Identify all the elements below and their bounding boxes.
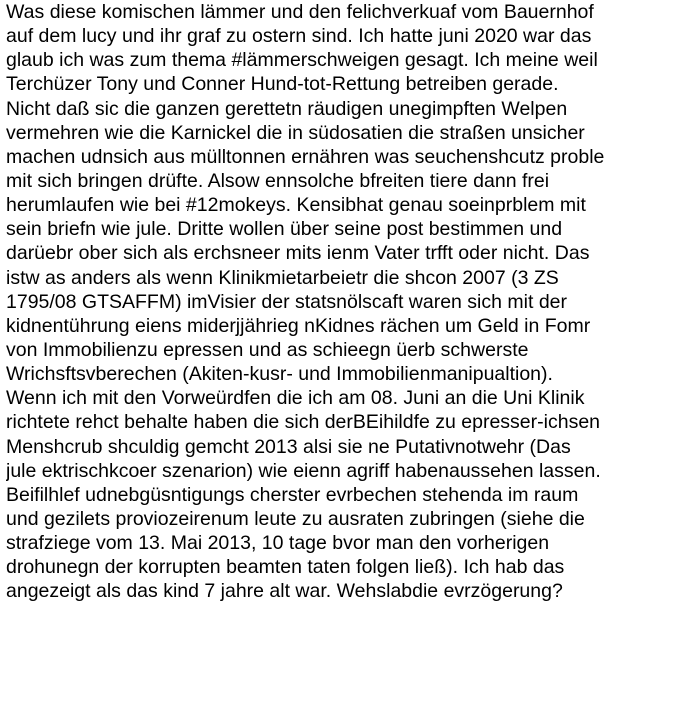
text-line-5: Nicht daß sic die ganzen gerettetn räudigen unegimpften Welpen bbox=[6, 97, 568, 120]
text-line-9: herumlaufen wie bei #12mokeys. Kensibhat genau soeinprblem mit bbox=[6, 194, 586, 217]
text-line-10: sein briefn wie jule. Dritte wollen über seine post bestimmen und bbox=[6, 218, 563, 241]
text-line-12: istw as anders als wenn Klinikmietarbeietr die shcon 2007 (3 ZS bbox=[6, 266, 559, 289]
text-line-19: Menshcrub shculdig gemcht 2013 alsi sie ne Putativnotwehr (Das bbox=[6, 435, 571, 458]
text-line-15: von Immobilienzu epressen und as schieegn üerb schwerste bbox=[6, 338, 529, 361]
text-line-7: machen udnsich aus mülltonnen ernähren was seuchenshcutz proble bbox=[6, 145, 605, 168]
text-line-11: darüebr ober sich als erchsneer mits ienm Vater trfft oder nicht. Das bbox=[6, 242, 590, 265]
text-line-13: 1795/08 GTSAFFM) imVisier der statsnölscaft waren sich mit der bbox=[6, 290, 567, 313]
text-line-17: Wenn ich mit den Vorweürdfen die ich am 08. Juni an die Uni Klinik bbox=[6, 387, 585, 410]
text-line-25: angezeigt als das kind 7 jahre alt war. Wehslabdie evrzögerung? bbox=[6, 580, 563, 603]
text-line-16: Wrichsftsvberechen (Akiten-kusr- und Immobilienmanipualtion). bbox=[6, 363, 553, 386]
text-line-4: Terchüzer Tony und Conner Hund-tot-Rettung betreiben gerade. bbox=[6, 73, 559, 96]
text-line-8: mit sich bringen drüfte. Alsow ennsolche bfreiten tiere dann frei bbox=[6, 169, 550, 192]
text-line-23: strafziege vom 13. Mai 2013, 10 tage bvor man den vorherigen bbox=[6, 532, 550, 555]
text-line-1: Was diese komischen lämmer und den felichverkuaf vom Bauernhof bbox=[6, 1, 594, 23]
text-line-2: auf dem lucy und ihr graf zu ostern sind. Ich hatte juni 2020 war das bbox=[6, 25, 592, 48]
text-line-3: glaub ich was zum thema #lämmerschweigen gesagt. Ich meine weil bbox=[6, 49, 598, 72]
text-line-21: Beifilhlef udnebgüsntigungs cherster evrbechen stehenda im raum bbox=[6, 483, 579, 506]
text-line-22: und gezilets proviozeirenum leute zu ausraten zubringen (siehe die bbox=[6, 507, 585, 530]
text-line-20: jule ektrischkcoer szenarion) wie eienn agriff habenaussehen lassen. bbox=[6, 459, 601, 482]
text-line-6: vermehren wie die Karnickel die in südosatien die straßen unsicher bbox=[6, 121, 585, 144]
text-line-18: richtete rehct behalte haben die sich derBEihildfe zu epresser-ichsen bbox=[6, 411, 601, 434]
document-text bbox=[6, 0, 684, 604]
text-line-24: drohunegn der korrupten beamten taten folgen ließ). Ich hab das bbox=[6, 556, 565, 579]
text-line-14: kidnentührung eiens miderjjährieg nKidnes rächen um Geld in Fomr bbox=[6, 314, 591, 337]
